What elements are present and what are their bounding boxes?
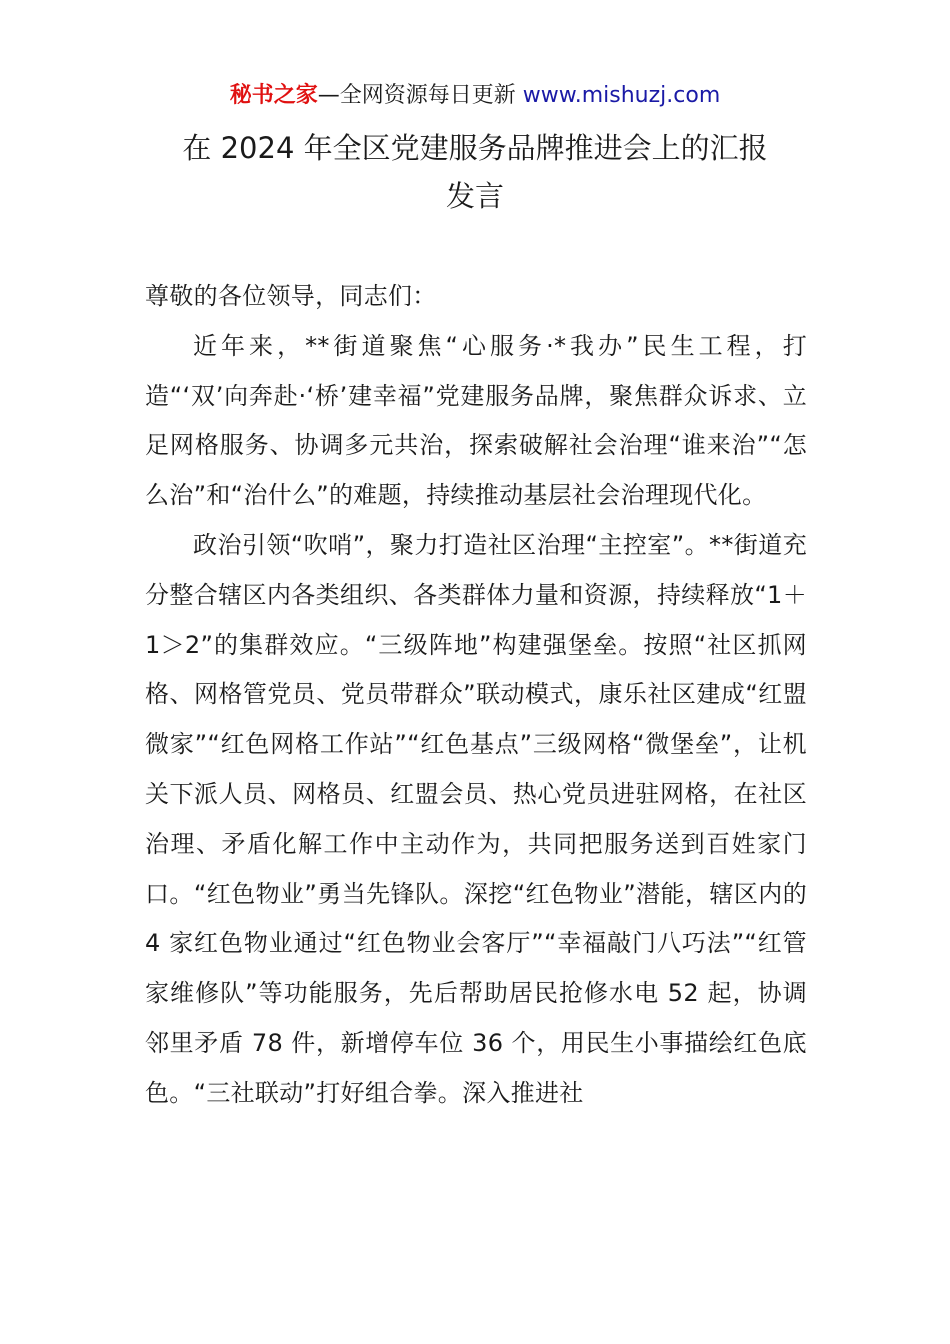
paragraph-intro: 近年来，**街道聚焦“心服务·*我办”民生工程，打造“‘双’向奔赴·‘桥’建幸福”党建服务品牌，聚焦群众诉求、立足网格服务、协调多元共治，探索破解社会治理“谁来治”“怎么治”和“治什么”的难题，持续推动基层社会治理现代化。 (145, 331, 807, 510)
paragraph-political-leadership: 政治引领“吹哨”，聚力打造社区治理“主控室”。**街道充分整合辖区内各类组织、各类群体力量和资源，持续释放“1＋1＞2”的集群效应。“三级阵地”构建强堡垒。按照“社区抓网格、网格管党员、党员带群众”联动模式，康乐社区建成“红盟微家”“红色网格工作站”“红色基点”三级网格“微堡垒”，让机关下派人员、网格员、红盟会员、热心党员进驻网格，在社区治理、矛盾化解工作中主动作为，共同把服务送到百姓家门口。“红色物业”勇当先锋队。深挖“红色物业”潜能，辖区内的 4 家红色物业通过“红色物业会客厅”“幸福敲门八巧法”“红管家维修队”等功能服务，先后帮助居民抢修水电 52 起，协调邻里矛盾 78 件，新增停车位 36 个，用民生小事描绘红色底色。“三社联动”打好组合拳。深入推进社 (145, 530, 807, 1107)
document-body (145, 272, 807, 1119)
site-tagline: —全网资源每日更新 (317, 83, 523, 108)
document-title (145, 124, 805, 220)
title-line-2: 发言 (445, 179, 504, 213)
brand-name: 秘书之家 (229, 83, 318, 108)
title-line-1: 在 2024 年全区党建服务品牌推进会上的汇报 (182, 131, 768, 165)
site-url-link[interactable]: www.mishuzj.com (522, 83, 721, 108)
site-header (0, 80, 950, 112)
salutation: 尊敬的各位领导，同志们： (145, 282, 437, 310)
